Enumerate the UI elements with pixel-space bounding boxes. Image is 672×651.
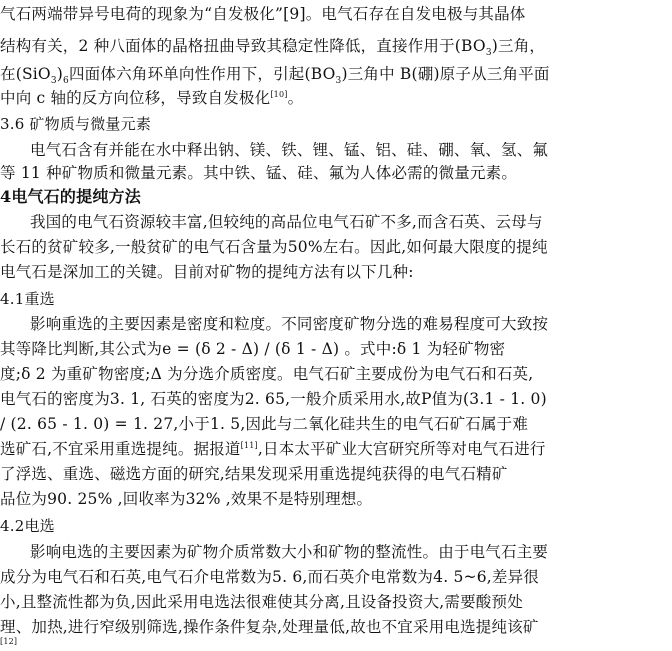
paragraph-line: / (2. 65 - 1. 0) = 1. 27,小于1. 5,因此与二氧化硅共生的电气石矿石属于难 (0, 415, 529, 433)
section-heading: 3.6 矿物质与微量元素 (0, 115, 152, 133)
paragraph-line: 成分为电气石和石英,电气石介电常数为5. 6,而石英介电常数为4. 5~6,差异很 (0, 568, 539, 586)
paragraph-line: 理、加热,进行窄级别筛选,操作条件复杂,处理量低,故也不宜采用电选提纯该矿 (0, 618, 539, 636)
paragraph-line: 我国的电气石资源较丰富,但较纯的高品位电气石矿不多,而含石英、云母与 (30, 213, 543, 231)
paragraph-line: 长石的贫矿较多,一般贫矿的电气石含量为50%左右。因此,如何最大限度的提纯 (0, 238, 548, 256)
paragraph-line: 在$(SiO_3)_6$四面体六角环单向性作用下，引起$(BO_3)$三角中 B(硼)原子从三角平面 (0, 65, 550, 84)
paragraph-line: 了浮选、重选、磁选方面的研究,结果发现采用重选提纯获得的电气石精矿 (0, 465, 508, 483)
paragraph-line: 影响电选的主要因素为矿物介质常数大小和矿物的整流性。由于电气石主要 (30, 543, 549, 561)
paragraph-line: 小,且整流性都为负,因此采用电选法很难使其分离,且设备投资大,需要酸预处 (0, 593, 523, 611)
paragraph-line: 中向 c 轴的反方向位移，导致自发极化[10]。 (0, 89, 304, 107)
paragraph-line: 等 11 种矿物质和微量元素。其中铁、锰、硅、氟为人体必需的微量元素。 (0, 164, 518, 182)
paragraph-line: 结构有关，2 种八面体的晶格扭曲导致其稳定性降低，直接作用于$(BO_3)$三角， (0, 37, 546, 56)
paragraph-line: 品位为90. 25% ,回收率为32% ,效果不是特别理想。 (0, 490, 373, 508)
paragraph-line: 度;δ 2 为重矿物密度;Δ 为分选介质密度。电气石矿主要成份为电气石和石英, (0, 365, 534, 383)
chapter-heading: 4电气石的提纯方法 (0, 187, 141, 206)
paragraph-line: 电气石含有并能在水中释出钠、镁、铁、锂、锰、铝、硅、硼、氧、氢、氟 (30, 141, 549, 159)
section-heading: 4.2电选 (0, 517, 55, 535)
paragraph-line: 其等降比判断,其公式为e = (δ 2 - Δ) / (δ 1 - Δ) 。式中:δ 1 为轻矿物密 (0, 340, 506, 358)
section-heading: 4.1重选 (0, 290, 55, 308)
paragraph-line: 电气石是深加工的关键。目前对矿物的提纯方法有以下几种: (0, 263, 414, 281)
citation-marker: [12] (0, 637, 18, 646)
paragraph-line: 气石两端带异号电荷的现象为“自发极化”[9]。电气石存在自发电极与其晶体 (0, 5, 526, 23)
paragraph-line: 电气石的密度为3. 1, 石英的密度为2. 65,一般介质采用水,故P值为(3.1 - 1. 0) (0, 390, 547, 408)
paragraph-line: 影响重选的主要因素是密度和粒度。不同密度矿物分选的难易程度可大致按 (30, 315, 549, 333)
paragraph-line: 选矿石,不宜采用重选提纯。据报道[11],日本太平矿业大宫研究所等对电气石进行 (0, 440, 546, 458)
